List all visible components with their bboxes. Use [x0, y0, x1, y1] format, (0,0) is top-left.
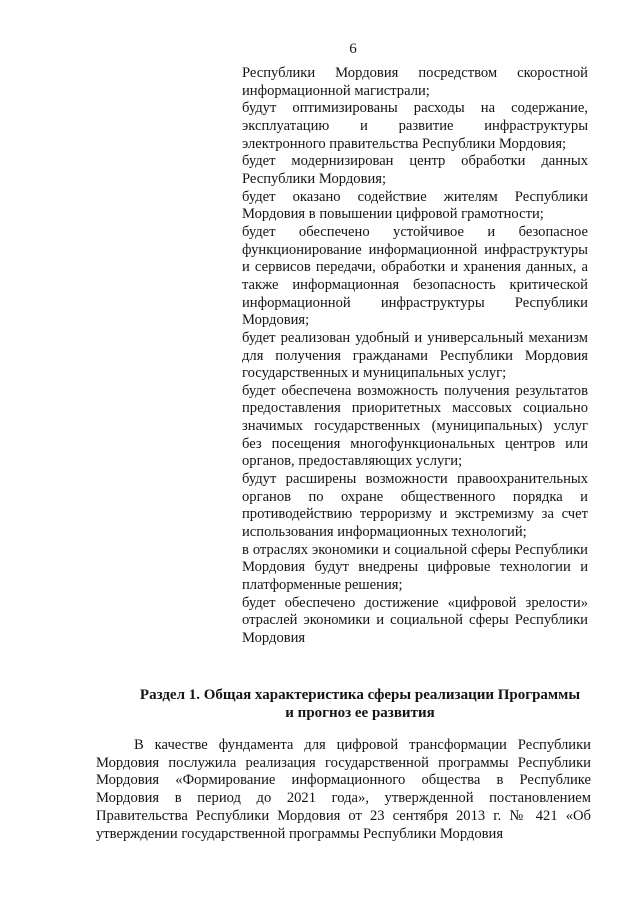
list-item: будет модернизирован центр обработки данных Республики Мордовия; — [242, 153, 588, 187]
list-item: будет оказано содействие жителям Республики Мордовия в повышении цифровой грамотности; — [242, 188, 588, 223]
list-item: будут расширены возможности правоохранительных органов по охране общественного порядка и противодействию терроризму и экстремизму за счет использования информационных технологий; — [242, 471, 588, 541]
list-item: будут оптимизированы расходы на содержание, эксплуатацию и развитие инфраструктуры электронного правительства Республики Мордовия; — [242, 100, 588, 152]
list-item: будет обеспечено достижение «цифровой зрелости» отраслей экономики и социальной сферы Республики Мордовия — [242, 594, 588, 646]
list-item: будет реализован удобный и универсальный механизм для получения гражданами Республики Мордовия государственных и муниципальных услуг; — [242, 329, 588, 382]
section-heading-line: и прогноз ее развития — [285, 705, 435, 721]
list-item: Республики Мордовия посредством скоростной информационной магистрали; — [242, 65, 588, 99]
list-item: будет обеспечена возможность получения результатов предоставления приоритетных массовых социально значимых государственных (муниципальных) услуг без посещения многофункциональных центров или органов, предоставляющих услуги; — [242, 382, 588, 470]
section-heading-line: Раздел 1. Общая характеристика сферы реализации Программы — [139, 687, 581, 703]
list-item: будет обеспечено устойчивое и безопасное функционирование информационной инфраструктуры и сервисов передачи, обработки и хранения данных, а также информационная безопасность критической информационной инфраструктуры Республики Мордовия; — [242, 223, 588, 329]
section-heading — [120, 686, 600, 722]
page-number: 6 — [349, 41, 357, 57]
list-item: в отраслях экономики и социальной сферы Республики Мордовия будут внедрены цифровые технологии и платформенные решения; — [242, 541, 588, 594]
outcomes-list — [242, 65, 588, 648]
body-paragraph: В качестве фундамента для цифровой трансформации Республики Мордовия послужила реализация государственной программы Республики Мордовия «Формирование информационного общества в Республике Мордовия в период до 2021 года», утвержденной постановлением Правительства Республики Мордовия от 23 сентября 2013 г. № 421 «Об утверждении государственной программы Республики Мордовия — [96, 737, 591, 842]
